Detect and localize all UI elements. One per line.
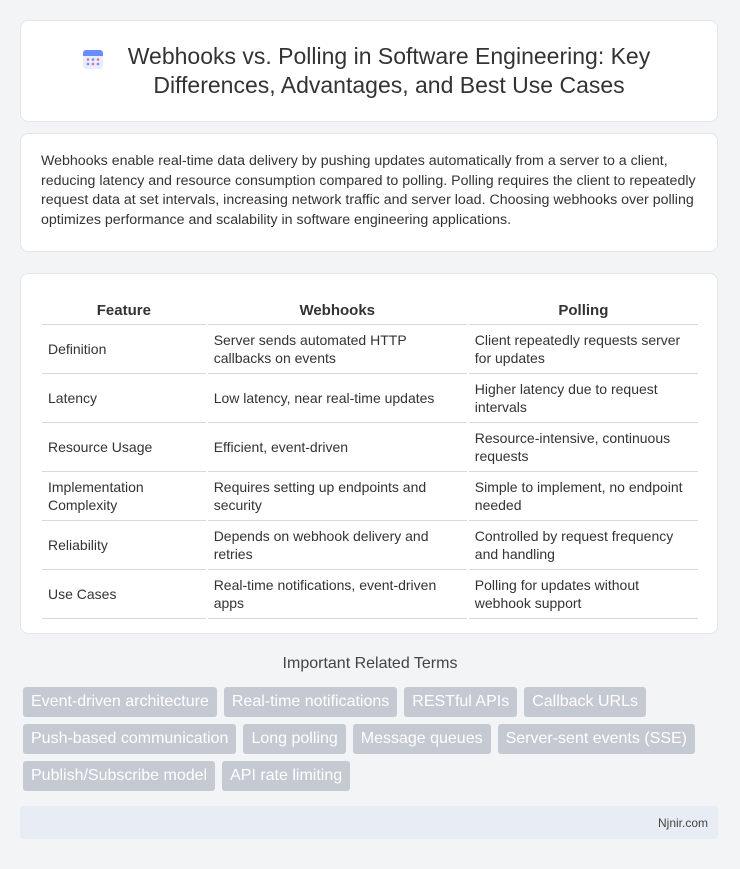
polling-cell: Client repeatedly requests server for updates: [469, 325, 698, 374]
feature-cell: Latency: [42, 374, 206, 423]
title-card: [20, 20, 718, 122]
term-tag[interactable]: API rate limiting: [222, 761, 350, 791]
footer: [20, 806, 718, 839]
comparison-card: [20, 273, 718, 634]
webhooks-cell: Depends on webhook delivery and retries: [208, 521, 467, 570]
table-row: [42, 374, 698, 423]
polling-cell: Controlled by request frequency and handling: [469, 521, 698, 570]
term-tag[interactable]: Event-driven architecture: [23, 687, 217, 717]
table-row: [42, 472, 698, 521]
term-tag[interactable]: Long polling: [243, 724, 345, 754]
webhooks-cell: Low latency, near real-time updates: [208, 374, 467, 423]
term-tag[interactable]: RESTful APIs: [404, 687, 517, 717]
table-row: [42, 570, 698, 619]
column-header-webhooks: Webhooks: [208, 292, 467, 325]
feature-cell: Resource Usage: [42, 423, 206, 472]
webhooks-cell: Efficient, event-driven: [208, 423, 467, 472]
feature-cell: Use Cases: [42, 570, 206, 619]
intro-card: [20, 133, 718, 252]
term-tag[interactable]: Real-time notifications: [224, 687, 397, 717]
webhooks-cell: Requires setting up endpoints and security: [208, 472, 467, 521]
term-tag[interactable]: Callback URLs: [524, 687, 646, 717]
term-tag[interactable]: Server-sent events (SSE): [498, 724, 695, 754]
related-terms-list: [23, 687, 723, 798]
polling-cell: Resource-intensive, continuous requests: [469, 423, 698, 472]
polling-cell: Higher latency due to request intervals: [469, 374, 698, 423]
term-tag[interactable]: Message queues: [353, 724, 491, 754]
table-row: [42, 521, 698, 570]
table-header-row: [42, 292, 698, 325]
table-row: [42, 325, 698, 374]
feature-cell: Definition: [42, 325, 206, 374]
page-title: Webhooks vs. Polling in Software Engineering: Key Differences, Advantages, and Best Use Cases: [127, 43, 651, 98]
webhooks-cell: Real-time notifications, event-driven apps: [208, 570, 467, 619]
calendar-icon: [81, 47, 105, 71]
term-tag[interactable]: Push-based communication: [23, 724, 236, 754]
webhooks-cell: Server sends automated HTTP callbacks on events: [208, 325, 467, 374]
polling-cell: Polling for updates without webhook support: [469, 570, 698, 619]
footer-brand[interactable]: Njnir.com: [657, 815, 708, 830]
term-tag[interactable]: Publish/Subscribe model: [23, 761, 215, 791]
column-header-feature: Feature: [42, 292, 206, 325]
related-terms-heading: Important Related Terms: [282, 655, 458, 672]
intro-paragraph: Webhooks enable real-time data delivery by pushing updates automatically from a server to a client, reducing latency and resource consumption compared to polling. Polling requires the client to repeatedly request data at set intervals, increasing network traffic and server load. Choosing webhooks over polling optimizes performance and scalability in software engineering applications.: [41, 153, 696, 228]
table-row: [42, 423, 698, 472]
feature-cell: Reliability: [42, 521, 206, 570]
feature-cell: Implementation Complexity: [42, 472, 206, 521]
column-header-polling: Polling: [469, 292, 698, 325]
polling-cell: Simple to implement, no endpoint needed: [469, 472, 698, 521]
comparison-table: [40, 292, 700, 619]
